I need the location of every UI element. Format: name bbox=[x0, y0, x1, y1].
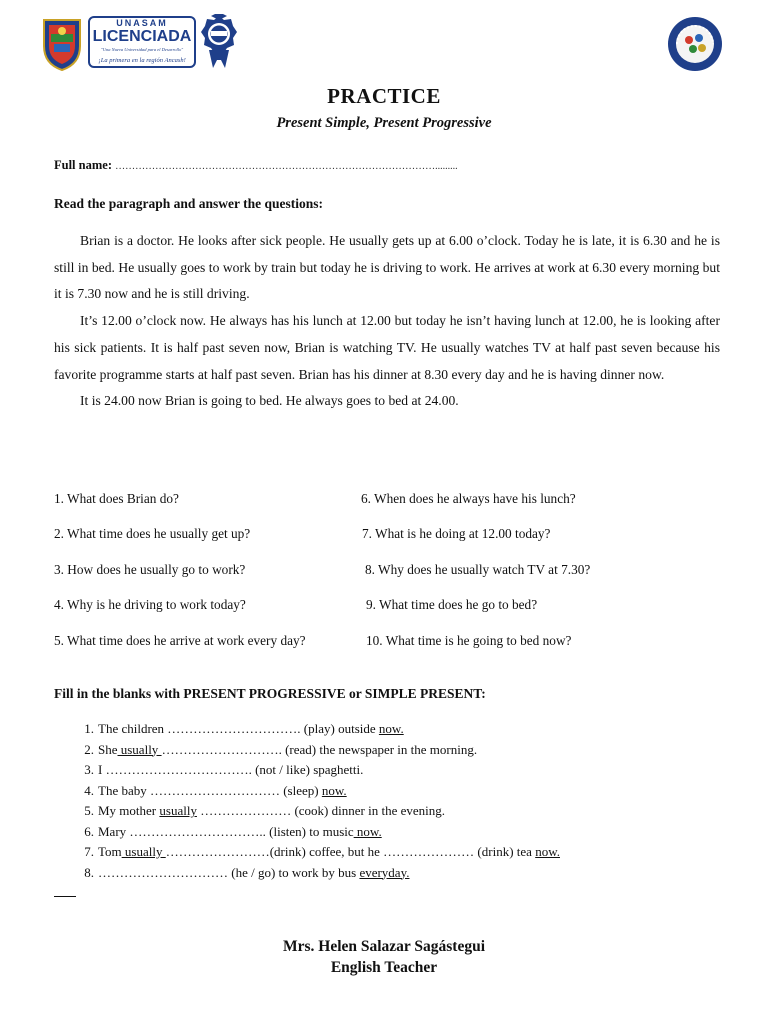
paragraph-3: It is 24.00 now Brian is going to bed. He always goes to bed at 24.00. bbox=[80, 393, 459, 409]
question-5: 5. What time does he arrive at work every day? bbox=[54, 633, 306, 648]
item-number: 8. bbox=[84, 864, 94, 880]
quality-seal-icon bbox=[200, 14, 238, 70]
question-6: 6. When does he always have his lunch? bbox=[361, 491, 576, 506]
item-number: 6. bbox=[84, 823, 94, 839]
slogan: ¡La primera en la región Ancash! bbox=[98, 57, 186, 64]
question-1: 1. What does Brian do? bbox=[54, 491, 179, 506]
centro-de-idiomas-logo bbox=[667, 16, 723, 72]
paragraph-2: It’s 12.00 o’clock now. He always has his lunch at 12.00 but today he isn’t having lunch at 12.00, he is looking after his sick patients. It is half past seven now, Brian is watching TV. He usually watches TV at half past seven because his favorite programme starts at half past seven. Brian has his dinner at 8.30 every day and he is having dinner now. bbox=[54, 313, 720, 382]
item-text: I ……………………………. (not / like) spaghetti. bbox=[98, 762, 364, 777]
item-text: My mother usually ………………… (cook) dinner in the evening. bbox=[98, 803, 445, 818]
item-number: 5. bbox=[84, 803, 94, 818]
question-10: 10. What time is he going to bed now? bbox=[366, 633, 572, 648]
item-number: 3. bbox=[84, 762, 94, 777]
item-text: Tom usually ……………………(drink) coffee, but he ………………… (drink) tea now. bbox=[98, 844, 560, 859]
item-number: 4. bbox=[84, 782, 94, 798]
item-text: She usually ………………………. (read) the newspaper in the morning. bbox=[98, 741, 478, 757]
unasam-licenciada-logo bbox=[40, 14, 240, 72]
item-number: 7. bbox=[84, 844, 94, 859]
paragraph-1: Brian is a doctor. He looks after sick people. He usually gets up at 6.00 o’clock. Today he is late, it is 6.30 and he is still in bed. He usually goes to work by train but today he is driving to work. He arrives at work at 6.30 every morning but it is 7.30 now and he is still driving. bbox=[54, 233, 720, 302]
teacher-name: Mrs. Helen Salazar Sagástegui bbox=[282, 938, 486, 955]
item-text: ………………………… (he / go) to work by bus everyday. bbox=[98, 864, 410, 880]
page-subtitle: Present Simple, Present Progressive bbox=[276, 115, 492, 131]
item-text: The baby ………………………… (sleep) now. bbox=[98, 782, 347, 798]
question-3: 3. How does he usually go to work? bbox=[54, 562, 246, 577]
fill-instruction: Fill in the blanks with PRESENT PROGRESSIVE or SIMPLE PRESENT: bbox=[54, 686, 486, 701]
divider bbox=[54, 896, 76, 897]
full-name-label: Full name: bbox=[54, 158, 112, 172]
question-9: 9. What time does he go to bed? bbox=[366, 597, 538, 612]
tagline: "Una Nueva Universidad para el Desarrollo" bbox=[100, 47, 184, 52]
question-4: 4. Why is he driving to work today? bbox=[54, 597, 246, 612]
question-2: 2. What time does he usually get up? bbox=[54, 526, 251, 541]
reading-passage bbox=[54, 228, 720, 415]
item-text: Mary ………………………….. (listen) to music now. bbox=[98, 823, 382, 839]
centro-idiomas-emblem-icon bbox=[667, 16, 723, 72]
page-title: PRACTICE bbox=[327, 84, 441, 108]
item-number: 1. bbox=[84, 721, 94, 736]
reading-instruction: Read the paragraph and answer the questions: bbox=[54, 196, 324, 211]
item-text: The children …………………………. (play) outside now. bbox=[98, 721, 404, 736]
licenciada-text: LICENCIADA bbox=[92, 28, 192, 45]
full-name-line[interactable] bbox=[54, 158, 458, 173]
question-8: 8. Why does he usually watch TV at 7.30? bbox=[365, 562, 591, 577]
university-name: UNASAM bbox=[116, 18, 168, 28]
item-number: 2. bbox=[84, 741, 94, 757]
question-7: 7. What is he doing at 12.00 today? bbox=[362, 526, 551, 541]
full-name-blank[interactable]: ……………………………………………………………………………………......... bbox=[115, 161, 458, 172]
teacher-role: English Teacher bbox=[330, 959, 438, 976]
